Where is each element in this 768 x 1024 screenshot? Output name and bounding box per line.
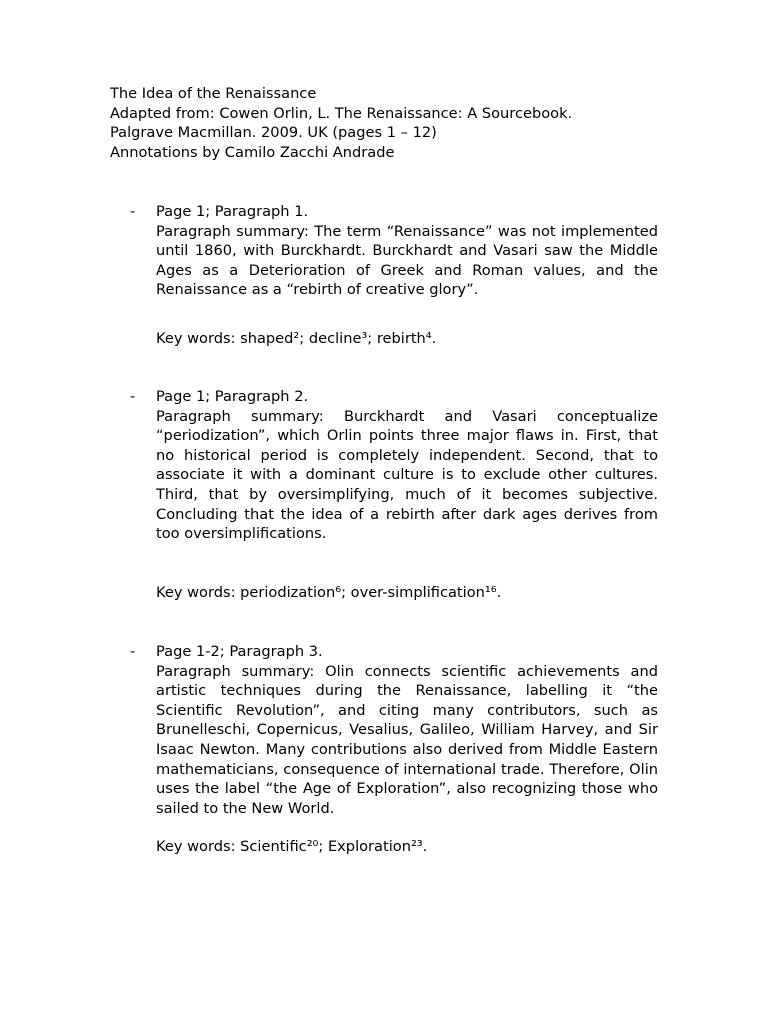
key-words: Key words: shaped²; decline³; rebirth⁴.: [156, 329, 437, 347]
paragraph-summary: Paragraph summary: Olin connects scientific achievements and artistic techniques during the Renaissance, labelling it “the Scientific Revolution”, and citing many contributors, such as Brunelleschi, Copernicus, Vesalius, Galileo, William Harvey, and Sir Isaac Newton. Many contributions also derived from Middle Eastern mathematicians, consequence of international trade. Therefore, Olin uses the label “the Age of Exploration”, also recognizing those who sailed to the New World.: [156, 662, 658, 817]
entry-body: [156, 202, 658, 349]
key-words: Key words: Scientific²⁰; Exploration²³.: [156, 838, 428, 856]
entry-body: [156, 387, 658, 602]
document-title: The Idea of the Renaissance: [110, 85, 317, 102]
list-bullet: -: [130, 388, 136, 405]
entry-body: [156, 642, 658, 857]
publisher-info: Palgrave Macmillan. 2009. UK (pages 1 – 12): [110, 124, 437, 142]
list-bullet: -: [130, 643, 136, 660]
list-bullet: -: [130, 203, 136, 220]
key-words: Key words: periodization⁶; over-simplification¹⁶.: [156, 583, 502, 601]
document-header: [110, 84, 670, 162]
entry-title: Page 1; Paragraph 1.: [156, 203, 309, 220]
annotator-credit: Annotations by Camilo Zacchi Andrade: [110, 143, 395, 161]
paragraph-summary: Paragraph summary: Burckhardt and Vasari conceptualize “periodization”, which Orlin points three major flaws in. First, that no historical period is completely independent. Second, that to associate it with a dominant culture is to exclude other cultures. Third, that by oversimplifying, much of it becomes subjective. Concluding that the idea of a rebirth after dark ages derives from too oversimplifications.: [156, 407, 658, 543]
entry-title: Page 1-2; Paragraph 3.: [156, 643, 323, 660]
entry-title: Page 1; Paragraph 2.: [156, 388, 309, 405]
paragraph-summary: Paragraph summary: The term “Renaissance” was not implemented until 1860, with Burckhardt. Burckhardt and Vasari saw the Middle Ages as a Deterioration of Greek and Roman values, and the Renaissance as a “rebirth of creative glory”.: [156, 222, 658, 299]
source-citation: Adapted from: Cowen Orlin, L. The Renaissance: A Sourcebook.: [110, 104, 573, 122]
